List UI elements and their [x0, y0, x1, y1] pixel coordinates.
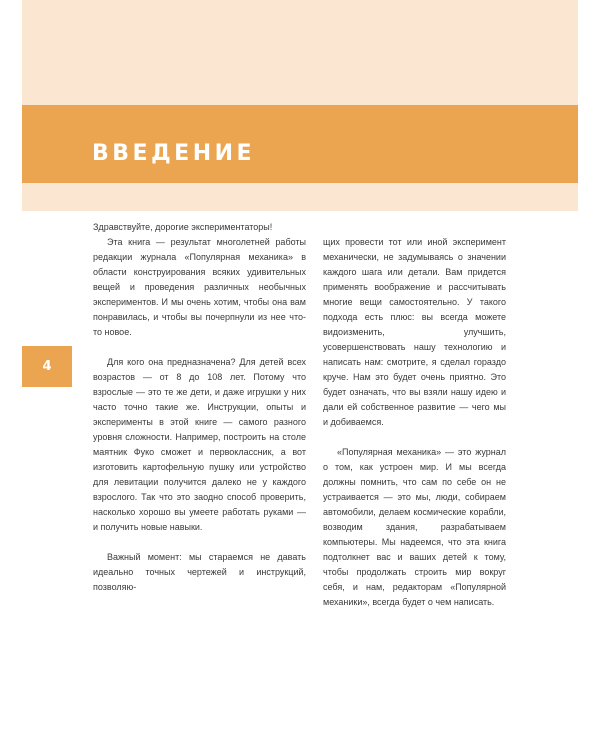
body-paragraph: Важный момент: мы стараемся не давать идеально точных чертежей и инструкций, позволяю-: [93, 552, 306, 592]
title-banner: [22, 105, 578, 183]
greeting-line: Здравствуйте, дорогие экспериментаторы!: [93, 222, 273, 232]
body-paragraph: «Популярная механика» — это журнал о том, как устроен мир. И мы всегда должны помнить, что сам по себе он не устраивается — это мы, люди, собираем автомобили, делаем космические корабли, возводим здания, разрабатываем компьютеры. Мы надеемся, что эта книга подтолкнет вас и ваших детей к тому, чтобы продолжать строить мир вокруг себя, и нам, редакторам «Популярной механики», всегда будет о чем написать.: [323, 447, 506, 607]
body-paragraph: Эта книга — результат многолетней работы редакции журнала «Популярная механика» в области конструирования всяких удивительных вещей и проведения различных необычных экспериментов. И мы очень хотим, чтобы она вам понравилась, и чтобы вы почерпнули из нее что-то новое.: [93, 237, 306, 337]
header-bottom-band: [22, 183, 578, 211]
body-paragraph: Для кого она предназначена? Для детей всех возрастов — от 8 до 108 лет. Потому что взрослые — это те же дети, и даже игрушки у них часто точно такие же. Инструкции, опыты и эксперименты в этой книге — самого разного уровня сложности. Например, построить на столе маятник Фуко сможет и первоклассник, а вот изготовить картофельную пушку или устройство для левитации получится далеко не у каждого взрослого. Так что это заодно способ проверить, насколько хорошо вы умеете работать руками — и получить новые навыки.: [93, 357, 306, 532]
right-text-column: [323, 220, 506, 610]
left-text-column: [93, 220, 306, 595]
page-number-tab: [22, 346, 72, 387]
header-top-band: [22, 0, 578, 105]
chapter-title: ВВЕДЕНИЕ: [92, 141, 256, 166]
page-number: 4: [42, 359, 52, 374]
body-paragraph: щих провести тот или иной эксперимент механически, не задумываясь о значении каждого шага или детали. Вам придется применять воображение и рассчитывать многие вещи самостоятельно. У такого подхода есть плюс: вы всегда можете видоизменить, улучшить, усовершенствовать нашу технологию и написать нам: смотрите, я сделал гораздо круче. Нам это будет очень приятно. Это будет означать, что вы взяли нашу идею и дали ей собственное развитие — чего мы и добиваемся.: [323, 237, 506, 427]
